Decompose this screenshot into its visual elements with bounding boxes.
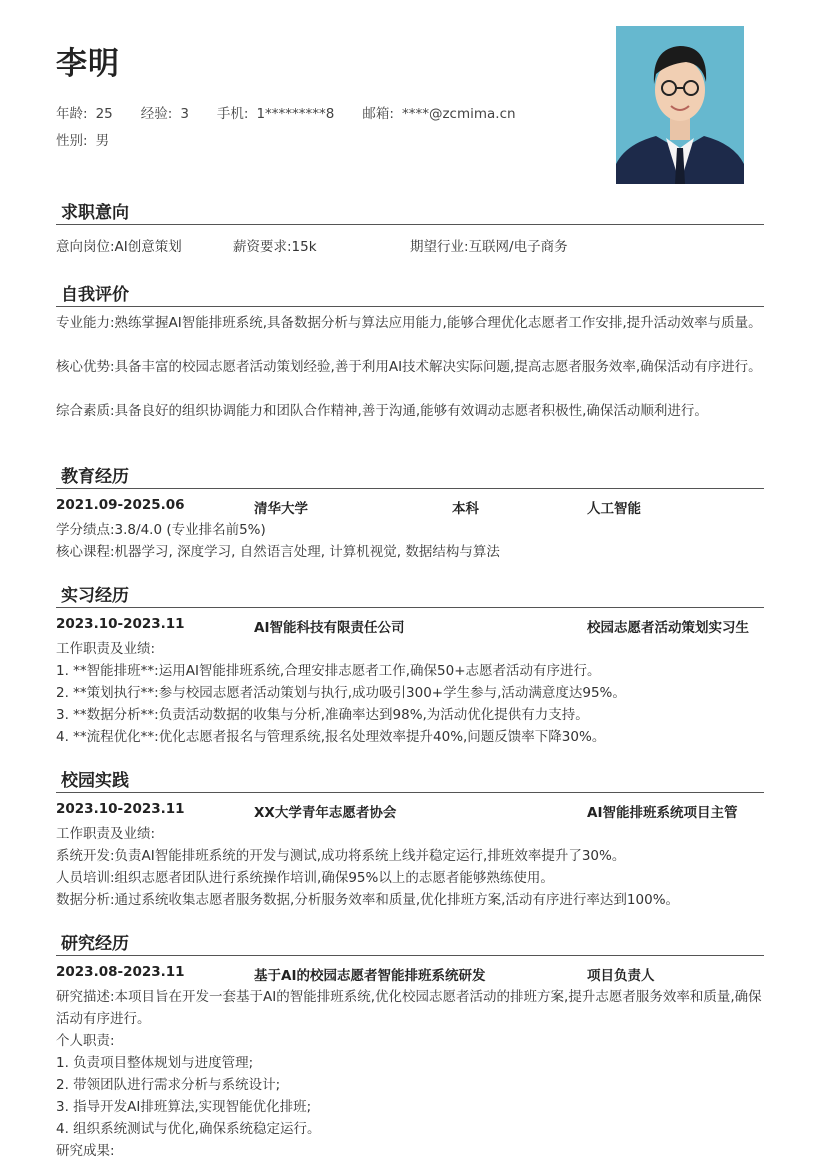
age-value: 25 bbox=[95, 106, 113, 122]
section-title-campus: 校园实践 bbox=[56, 766, 764, 793]
internship-item: 2. **策划执行**:参与校园志愿者活动策划与执行,成功吸引300+学生参与,活动满意度达95%。 bbox=[56, 685, 626, 701]
research-period: 2023.08-2023.11 bbox=[56, 964, 185, 980]
intent-industry: 期望行业:互联网/电子商务 bbox=[410, 239, 568, 255]
section-title-research: 研究经历 bbox=[56, 929, 764, 956]
section-title-intent: 求职意向 bbox=[56, 198, 764, 225]
experience-value: 3 bbox=[180, 106, 189, 122]
research-project: 基于AI的校园志愿者智能排班系统研发 bbox=[254, 968, 486, 984]
education-period: 2021.09-2025.06 bbox=[56, 497, 185, 513]
research-result-label: 研究成果: bbox=[56, 1143, 115, 1159]
email-value: ****@zcmima.cn bbox=[401, 106, 516, 122]
profile-photo bbox=[616, 26, 744, 184]
campus-item: 数据分析:通过系统收集志愿者服务数据,分析服务效率和质量,优化排班方案,活动有序进行率达到100%。 bbox=[56, 892, 680, 908]
internship-item: 1. **智能排班**:运用AI智能排班系统,合理安排志愿者工作,确保50+志愿者活动有序进行。 bbox=[56, 663, 601, 679]
education-courses: 核心课程:机器学习, 深度学习, 自然语言处理, 计算机视觉, 数据结构与算法 bbox=[56, 544, 500, 560]
experience-label: 经验: bbox=[140, 106, 173, 122]
research-duty: 4. 组织系统测试与优化,确保系统稳定运行。 bbox=[56, 1121, 321, 1137]
internship-intro: 工作职责及业绩: bbox=[56, 641, 156, 657]
campus-head-row bbox=[56, 801, 764, 823]
experience-item bbox=[141, 102, 189, 122]
internship-item: 4. **流程优化**:优化志愿者报名与管理系统,报名处理效率提升40%,问题反馈率下降30%。 bbox=[56, 729, 606, 745]
research-head-row bbox=[56, 964, 764, 986]
research-duty: 3. 指导开发AI排班算法,实现智能优化排班; bbox=[56, 1099, 312, 1115]
education-degree: 本科 bbox=[452, 501, 479, 517]
candidate-name: 李明 bbox=[56, 46, 120, 82]
age-label: 年龄: bbox=[56, 106, 88, 122]
internship-period: 2023.10-2023.11 bbox=[56, 616, 185, 632]
education-gpa: 学分绩点:3.8/4.0 (专业排名前5%) bbox=[56, 522, 266, 538]
campus-role: AI智能排班系统项目主管 bbox=[587, 805, 738, 821]
research-description: 研究描述:本项目旨在开发一套基于AI的智能排班系统,优化校园志愿者活动的排班方案,提升志愿者服务效率和质量,确保活动有序进行。 bbox=[56, 989, 762, 1027]
self-eval-strength: 核心优势:具备丰富的校园志愿者活动策划经验,善于利用AI技术解决实际问题,提高志愿者服务效率,确保活动有序进行。 bbox=[56, 359, 762, 375]
campus-period: 2023.10-2023.11 bbox=[56, 801, 185, 817]
section-title-education: 教育经历 bbox=[56, 462, 764, 489]
education-major: 人工智能 bbox=[587, 501, 641, 517]
basic-info-row bbox=[56, 102, 544, 122]
campus-org: XX大学青年志愿者协会 bbox=[254, 805, 397, 821]
intent-position: 意向岗位:AI创意策划 bbox=[56, 239, 182, 255]
age-item bbox=[56, 102, 113, 122]
intent-salary: 薪资要求:15k bbox=[233, 239, 317, 255]
section-title-self-eval: 自我评价 bbox=[56, 280, 764, 307]
research-duty: 1. 负责项目整体规划与进度管理; bbox=[56, 1055, 254, 1071]
intent-row bbox=[56, 236, 764, 258]
phone-value: 1*********8 bbox=[256, 106, 335, 122]
gender-item bbox=[56, 129, 109, 149]
self-eval-professional: 专业能力:熟练掌握AI智能排班系统,具备数据分析与算法应用能力,能够合理优化志愿者工作安排,提升活动效率与质量。 bbox=[56, 315, 762, 331]
internship-company: AI智能科技有限责任公司 bbox=[254, 620, 405, 636]
campus-item: 人员培训:组织志愿者团队进行系统操作培训,确保95%以上的志愿者能够熟练使用。 bbox=[56, 870, 554, 886]
email-item bbox=[362, 102, 515, 122]
research-role: 项目负责人 bbox=[587, 968, 655, 984]
internship-item: 3. **数据分析**:负责活动数据的收集与分析,准确率达到98%,为活动优化提供有力支持。 bbox=[56, 707, 589, 723]
section-title-internship: 实习经历 bbox=[56, 581, 764, 608]
email-label: 邮箱: bbox=[362, 106, 394, 122]
phone-label: 手机: bbox=[216, 106, 249, 122]
gender-label: 性别: bbox=[56, 133, 88, 149]
research-duty-label: 个人职责: bbox=[56, 1033, 115, 1049]
internship-head-row bbox=[56, 616, 764, 638]
campus-intro: 工作职责及业绩: bbox=[56, 826, 156, 842]
gender-value: 男 bbox=[95, 133, 110, 149]
gender-row bbox=[56, 129, 137, 149]
research-duty: 2. 带领团队进行需求分析与系统设计; bbox=[56, 1077, 281, 1093]
education-head-row bbox=[56, 497, 764, 519]
self-eval-quality: 综合素质:具备良好的组织协调能力和团队合作精神,善于沟通,能够有效调动志愿者积极性,确保活动顺利进行。 bbox=[56, 403, 708, 419]
campus-item: 系统开发:负责AI智能排班系统的开发与测试,成功将系统上线并稳定运行,排班效率提升了30%。 bbox=[56, 848, 626, 864]
education-school: 清华大学 bbox=[254, 501, 308, 517]
phone-item bbox=[217, 102, 335, 122]
internship-role: 校园志愿者活动策划实习生 bbox=[587, 620, 749, 636]
portrait-image bbox=[616, 26, 744, 184]
